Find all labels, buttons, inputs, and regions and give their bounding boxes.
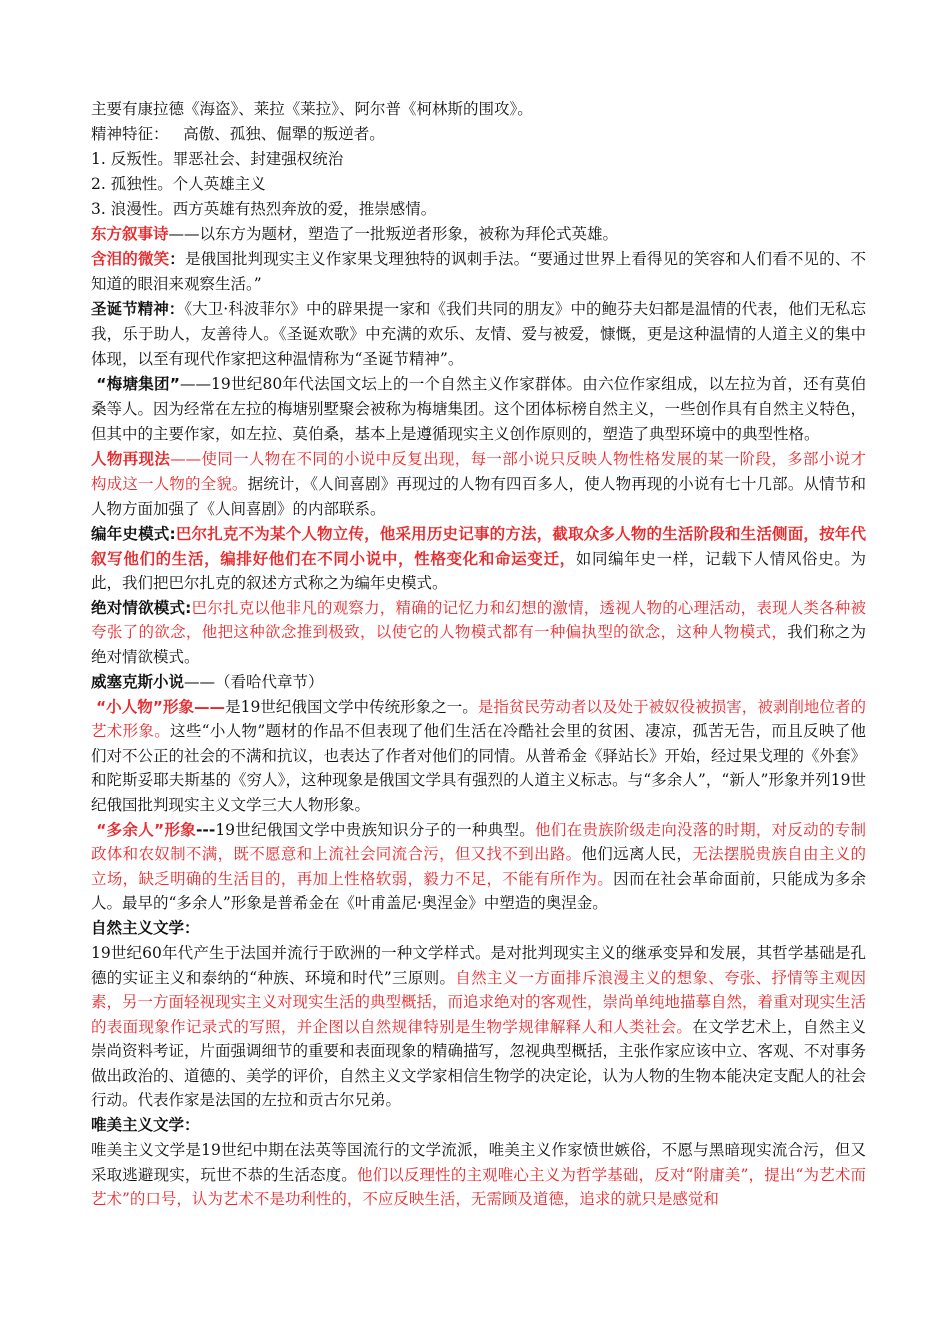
term-heading: 圣诞节精神 [91, 300, 169, 318]
term-heading: 东方叙事诗 [91, 225, 169, 243]
term-heading: 绝对情欲模式 [91, 598, 186, 617]
paragraph-text: ——（看哈代章节） [184, 672, 324, 691]
paragraph-text: 因而在社会革命面前，只能成为多余人。最早的“多余人”形象是普希金在《叶甫盖尼·奥涅金》中塑造的奥涅金。 [91, 869, 866, 913]
highlight-text: 他们在贵族阶级走向没落的时期，对反动的专制政体和农奴制不满，既不愿意和上流社会同流合污，但又找不到出路。 [91, 820, 866, 864]
spirit-text: 高傲、孤独、倔犟的叛逆者。 [183, 125, 385, 143]
paragraph-text: 这些“小人物”题材的作品不但表现了他们生活在冷酷社会里的贫困、凄凉，孤苦无告，而且反映了他们对不公正的社会的不满和抗议，也表达了作者对他们的同情。从普希金《驿站长》开始，经过果戈理的《外套》和陀斯妥耶夫斯基的《穷人》，这种现象是俄国文学具有强烈的人道主义标志。与“多余人”，“新人”形象并列19世纪俄国批判现实主义文学三大人物形象。 [91, 722, 867, 814]
medan-group-paragraph [91, 372, 866, 447]
paragraph-text: 19世纪60年代产生于法国并流行于欧洲的一种文学样式。是对批判现实主义的继承变异和发展，其哲学基础是孔德的实证主义和泰纳的“种族、环境和时代”三原则。 [91, 943, 866, 987]
highlight-text: ——使同一人物在不同的小说中反复出现，每一部小说只反映人物性格发展的某一阶段，多部小说才构成这一人物的全貌。 [91, 450, 866, 493]
list-item: 1. 反叛性。罪恶社会、封建强权统治 [91, 150, 344, 168]
term-heading: “梅塘集团” [96, 375, 180, 393]
term-colon: ： [168, 300, 185, 318]
highlight-text: 他们以反理性的主观唯心主义为哲学基础，反对“附庸美”，提出“为艺术而艺术”的口号，认为艺术不是功利性的，不应反映生活，无需顾及道德，追求的就只是感觉和 [91, 1165, 866, 1209]
aestheticism-paragraph [91, 1138, 866, 1212]
smile-tears-paragraph [91, 247, 866, 297]
term-heading: 编年史模式 [91, 525, 170, 543]
paragraph-text: 是俄国批判现实主义作家果戈理独特的讽刺手法。“要通过世界上看得见的笑容和人们看不见的、不知道的眼泪来观察生活。” [91, 250, 866, 293]
paragraph-text: 据统计，《人间喜剧》再现过的人物有四百多人，使人物再现的小说有七十几部。从情节和人物方面加强了《人间喜剧》的内部联系。 [91, 475, 866, 518]
term-heading: 人物再现法 [91, 450, 171, 468]
highlight-text: 巴尔扎克不为某个人物立传，他采用历史记事的方法，截取众多人物的生活阶段和生活侧面，按年代叙写他们的生活，编排好他们在不同小说中，性格变化和命运变迁， [91, 524, 866, 568]
wessex-paragraph [91, 670, 866, 695]
highlight-text: 巴尔扎克以他非凡的观察力，精确的记忆力和幻想的激情，透视人物的心理活动，表现人类各种被夸张了的欲念，他把这种欲念推到极致，以使它的人物模式都有一种偏执型的欲念，这种人物模式， [91, 598, 866, 642]
spirit-label: 精神特征： [91, 125, 169, 143]
paragraph-text: 《大卫·科波菲尔》中的辟果提一家和《我们共同的朋友》中的鲍芬夫妇都是温情的代表，他们无私忘我，乐于助人，友善待人。《圣诞欢歌》中充满的欢乐、友情、爱与被爱，慷慨，更是这种温情的人道主义的集中体现，以至有现代作家把这种温情称为“圣诞节精神”。 [91, 300, 866, 368]
eastern-epic-paragraph [91, 222, 866, 247]
reappearance-paragraph [91, 447, 866, 522]
aestheticism-heading: 唯美主义文学： [91, 1116, 200, 1135]
little-man-paragraph [91, 695, 866, 818]
christmas-spirit-paragraph [91, 297, 866, 372]
list-item: 3. 浪漫性。西方英雄有热烈奔放的爱，推崇感情。 [91, 200, 437, 218]
naturalism-heading: 自然主义文学： [91, 918, 200, 937]
paragraph-text: 他们远离人民， [581, 845, 693, 864]
naturalism-paragraph [91, 941, 866, 1113]
paragraph-text: ——19世纪80年代法国文坛上的一个自然主义作家群体。由六位作家组成，以左拉为首，还有莫伯桑等人。因为经常在左拉的梅塘别墅聚会被称为梅塘集团。这个团体标榜自然主义，一些创作具有自然主义特色，但其中的主要作家，如左拉、莫伯桑，基本上是遵循现实主义创作原则的，塑造了典型环境中的典型性格。 [91, 375, 867, 443]
term-colon: ： [169, 250, 185, 268]
term-heading: “多余人”形象 [96, 820, 196, 839]
highlight-text: 自然主义一方面排斥浪漫主义的想象、夸张、抒情等主观因素，另一方面轻视现实主义对现实生活的典型概括，而追求绝对的客观性，崇尚单纯地描摹自然，着重对现实生活的表面现象作记录式的写照，并企图以自然规律特别是生物学规律解释人和人类社会。 [91, 968, 867, 1036]
superfluous-man-paragraph [91, 818, 866, 916]
works-line: 主要有康拉德《海盗》、莱拉《莱拉》、阿尔普《柯林斯的围攻》。 [91, 100, 533, 118]
term-heading: 威塞克斯小说 [91, 672, 185, 691]
term-heading: 含泪的微笑 [91, 250, 170, 268]
list-item: 2. 孤独性。个人英雄主义 [91, 175, 266, 193]
document-page [91, 97, 866, 1212]
highlight-text: 是指贫民劳动者以及处于被奴役被损害，被剥削地位者的艺术形象。 [91, 697, 867, 741]
chronicle-paragraph [91, 522, 866, 596]
paragraph-text: 是19世纪俄国文学中传统形象之一。 [225, 697, 478, 716]
paragraph-text: ——以东方为题材，塑造了一批叛逆者形象，被称为拜伦式英雄。 [168, 225, 619, 243]
passion-paragraph [91, 596, 866, 670]
paragraph-text: 我们称之为绝对情欲模式。 [91, 623, 866, 666]
term-colon: : [169, 525, 176, 543]
paragraph-text: 在文学艺术上，自然主义崇尚资料考证，片面强调细节的重要和表面现象的精确描写，忽视典型概括，主张作家应该中立、客观、不对事务做出政治的、道德的、美学的评价，自然主义文学家相信生物学的决定论，认为人物的生物本能决定支配人的社会行动。代表作家是法国的左拉和贡古尔兄弟。 [91, 1017, 867, 1110]
spirit-line [91, 122, 866, 147]
paragraph-text: 唯美主义文学是19世纪中期在法英等国流行的文学流派，唯美主义作家愤世嫉俗，不愿与黑暗现实流合污，但又采取逃避现实，玩世不恭的生活态度。 [91, 1141, 866, 1184]
term-colon: : [185, 598, 192, 617]
paragraph-text: 19世纪俄国文学中贵族知识分子的一种典型。 [215, 820, 536, 839]
highlight-text: 无法摆脱贵族自由主义的立场，缺乏明确的生活目的，再加上性格软弱，毅力不足，不能有所作为。 [91, 845, 866, 888]
term-dash: --- [196, 820, 216, 839]
paragraph-text: 如同编年史一样，记载下人情风俗史。为此，我们把巴尔扎克的叙述方式称之为编年史模式。 [91, 549, 866, 593]
term-heading: “小人物”形象—— [95, 697, 226, 716]
